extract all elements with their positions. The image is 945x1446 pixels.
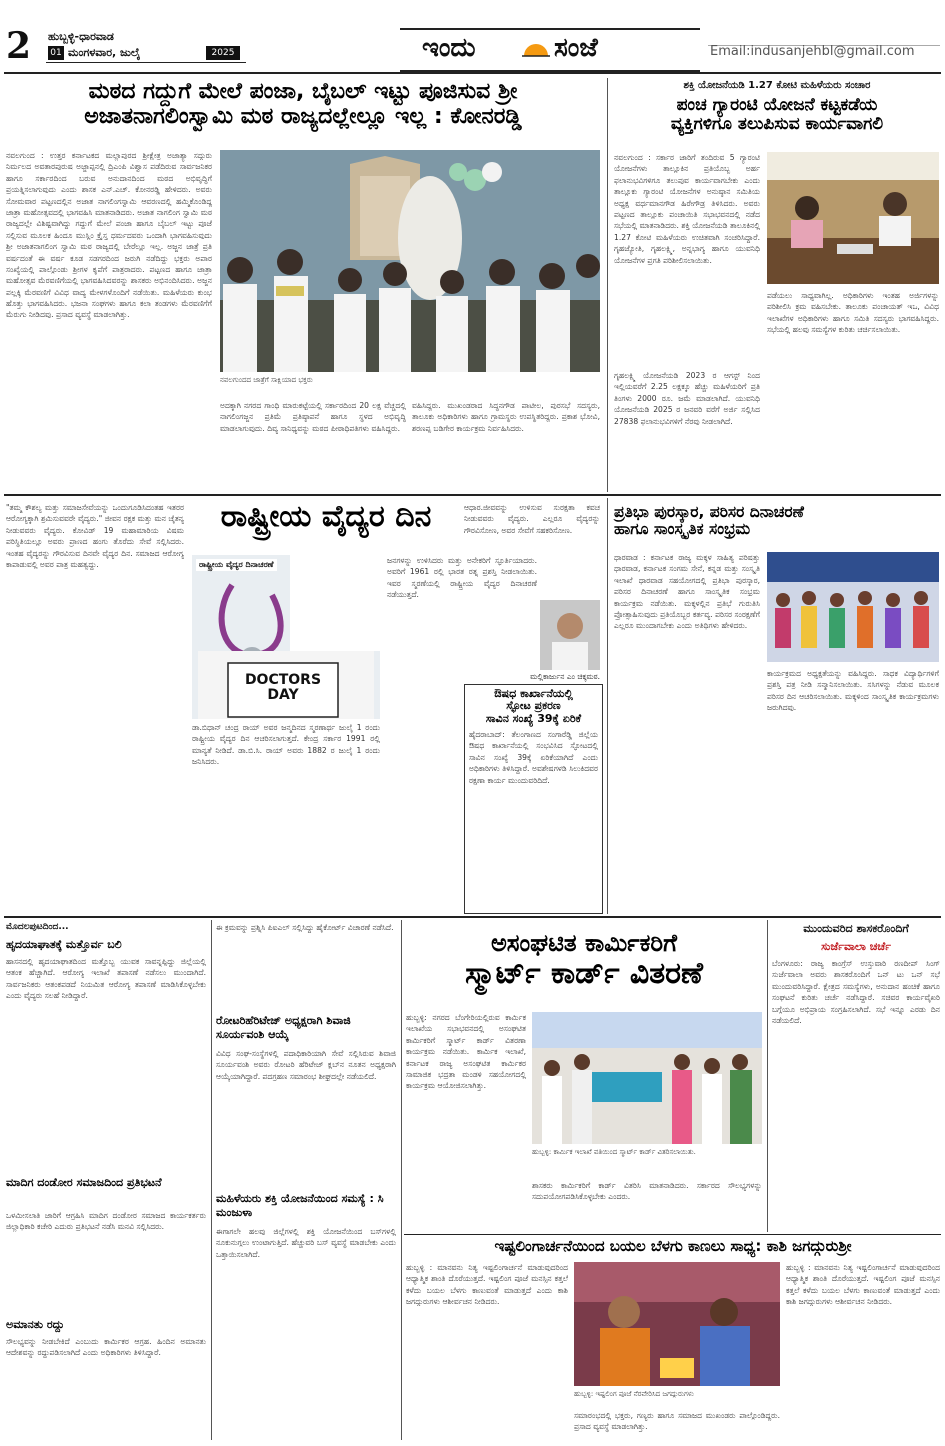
smartcard-photo (532, 1012, 762, 1144)
top-rule (4, 72, 941, 74)
edition-name: ಹುಬ್ಬಳ್ಳಿ-ಧಾರವಾಡ (48, 30, 114, 43)
ishta-body: ಹುಬ್ಬಳ್ಳಿ : ಮಾನವನು ನಿತ್ಯ ಇಷ್ಟಲಿಂಗಾರ್ಚನೆ ಮಾಡುವುದರಿಂದ ಆಧ್ಯಾತ್ಮಿಕ ಶಾಂತಿ ದೊರೆಯುತ್ತದೆ. ಇಷ್ಟಲಿಂಗ ಪೂಜೆ ಮನಸ್ಸಿನ ಕತ್ತಲೆ ಕಳೆದು ಬಯಲ ಬೆಳಗು ಕಾಣುವಂತೆ ಮಾಡುತ್ತದೆ ಎಂದು ಕಾಶಿ ಜಗದ್ಗುರುಗಳು ಆಶೀರ್ವಚನ ನೀಡಿದರು. (406, 1263, 568, 1307)
doctors-col4: ಆಧಾರ.ಜೀವವನ್ನು ಉಳಿಸುವ ಸುರಕ್ಷತಾ ಕವಚ ನೀಡುವವರು ವೈದ್ಯರು. ಎಲ್ಲರೂ ವೈದ್ಯರನ್ನು ಗೌರವಿಸೋಣ, ಅವರ ಸೇವೆಗೆ ಸಹಕರಿಸೋಣ. (464, 503, 600, 535)
logo-text-right: ಸಂಜೆ (554, 33, 598, 63)
brief3-title: ಅಮಾನತು ರದ್ದು (6, 1318, 65, 1331)
page-number: 2 (6, 25, 32, 67)
brief2-title: ಮಾದಿಗ ದಂಡೋರ ಸಮಾಜದಿಂದ ಪ್ರತಿಭಟನೆ (6, 1176, 162, 1189)
lead-col2: ಅದಕ್ಕಾಗಿ ನಗರದ ಗಾಂಧಿ ಮಾರುಕಟ್ಟೆಯಲ್ಲಿ ಸರ್ಕಾರದಿಂದ 20 ಲಕ್ಷ ವೆಚ್ಚದಲ್ಲಿ ನಾಗಲಿಂಗಜ್ಜನ ಪ್ರತಿಮೆ ಪ್ರತಿಷ್ಠಾಪನೆ ಹಾಗೂ ಸ್ಥಳದ ಅಭಿವೃದ್ಧಿ ಮಾಡಲಾಗುವುದು. ದಿವ್ಯ ಸಾನಿಧ್ಯವನ್ನು ಮಠದ ಪೀಠಾಧಿಪತಿಗಳು ವಹಿಸಿದ್ದರು. (220, 401, 406, 433)
doctors-col1: "ತಮ್ಮ ಕೌಶಲ್ಯ ಮತ್ತು ಸಮಾಜಸೇವೆಯನ್ನು ಒಂದುಗೂಡಿಸಿದಂತಹ ಇತರರ ಆರೋಗ್ಯಕ್ಕಾಗಿ ಶ್ರಮಿಸುವವರೇ ವೈದ್ಯರು." ಜೀವನ ರಕ್ಷಕ ಮತ್ತು ಮನ ಚೈತನ್ಯ ನೀಡುವವರು ವೈದ್ಯರು. ಕೋವಿಡ್ 19 ಮಹಾಮಾರಿಯ ವಿಷಮ ಪರಿಸ್ಥಿತಿಯಲ್ಲೂ ಅವರು ಪ್ರಾಣದ ಹಂಗು ತೊರೆದು ಸೇವೆ ಸಲ್ಲಿಸಿದರು. ಇಂತಹ ವೈದ್ಯರನ್ನು ಗೌರವಿಸುವ ದಿನವೇ ವೈದ್ಯರ ದಿನ. ಸಮಾಜದ ಆರೋಗ್ಯ ಕಾಪಾಡುವಲ್ಲಿ ಅವರ ಪಾತ್ರ ಮಹತ್ವದ್ದು. (6, 503, 184, 569)
rotary-body: ವಿವಿಧ ಸಂಘ-ಸಂಸ್ಥೆಗಳಲ್ಲಿ ಪದಾಧಿಕಾರಿಯಾಗಿ ಸೇವೆ ಸಲ್ಲಿಸಿರುವ ಶಿವಾಜಿ ಸೂರ್ಯವಂಶಿ ಅವರು ರೋಟರಿ ಹೆರಿಟೇಜ್ ಕ್ಲಬ್‌ನ ನೂತನ ಅಧ್ಯಕ್ಷರಾಗಿ ಆಯ್ಕೆಯಾಗಿದ್ದಾರೆ. ಪದಗ್ರಹಣ ಸಮಾರಂಭ ಶೀಘ್ರದಲ್ಲೇ ನಡೆಯಲಿದೆ. (216, 1049, 396, 1081)
brief2-body: ಒಳಮೀಸಲಾತಿ ಜಾರಿಗೆ ಆಗ್ರಹಿಸಿ ಮಾದಿಗ ದಂಡೋರ ಸಮಾಜದ ಕಾರ್ಯಕರ್ತರು ಜಿಲ್ಲಾಧಿಕಾರಿ ಕಚೇರಿ ಎದುರು ಪ್ರತಿಭಟನೆ ನಡೆಸಿ ಮನವಿ ಸಲ್ಲಿಸಿದರು. (6, 1211, 206, 1232)
ishta-photo (574, 1262, 780, 1386)
pratibha-headline: ಪ್ರತಿಭಾ ಪುರಸ್ಕಾರ, ಪರಿಸರ ದಿನಾಚರಣೆ ಹಾಗೂ ಸಾಂಸ್ಕೃತಿಕ ಸಂಭ್ರಮ (614, 503, 804, 539)
lead-headline: ಮಠದ ಗದ್ದುಗೆ ಮೇಲೆ ಪಂಜಾ, ಬೈಬಲ್ ಇಟ್ಟು ಪೂಜಿಸುವ ಶ್ರೀ ಅಜಾತನಾಗಲಿಂಸ್ವಾಮಿ ಮಠ ರಾಜ್ಯದಲ್ಲೇಲ್ಲೂ ಇಲ್ಲ : ಕೋನರಡ್ಡಿ (84, 79, 522, 129)
sun-icon (522, 38, 550, 58)
logo-text-left: ಇಂದು (422, 33, 476, 63)
ishta-col3: ಹುಬ್ಬಳ್ಳಿ : ಮಾನವನು ನಿತ್ಯ ಇಷ್ಟಲಿಂಗಾರ್ಚನೆ ಮಾಡುವುದರಿಂದ ಆಧ್ಯಾತ್ಮಿಕ ಶಾಂತಿ ದೊರೆಯುತ್ತದೆ. ಇಷ್ಟಲಿಂಗ ಪೂಜೆ ಮನಸ್ಸಿನ ಕತ್ತಲೆ ಕಳೆದು ಬಯಲ ಬೆಳಗು ಕಾಣುವಂತೆ ಮಾಡುತ್ತದೆ ಎಂದು ಕಾಶಿ ಜಗದ್ಗುರುಗಳು ಆಶೀರ್ವಚನ ನೀಡಿದರು. (786, 1263, 940, 1307)
shakti-headline: ಪಂಚ ಗ್ಯಾರಂಟಿ ಯೋಜನೆ ಕಟ್ಟಕಡೆಯ ವ್ಯಕ್ತಿಗಳಿಗೂ ತಲುಪಿಸುವ ಕಾರ್ಯವಾಗಲಿ (670, 95, 884, 135)
doctors-image-label: ರಾಷ್ಟ್ರೀಯ ವೈದ್ಯರ ದಿನಾಚರಣೆ (196, 559, 277, 571)
lead-col3: ವಹಿಸಿದ್ದರು. ಮುಖಂಡರಾದ ಸಿದ್ಧನಗೌಡ ಪಾಟೀಲ, ಪುರಸಭೆ ಸದಸ್ಯರು, ತಾಲೂಕು ಅಧಿಕಾರಿಗಳು ಹಾಗೂ ಗ್ರಾಮಸ್ಥರು ಉಪಸ್ಥಿತರಿದ್ದರು. ಪ್ರಕಾಶ ಭೋವಿ, ಶರಣಪ್ಪ ಬಡಿಗೇರ ಕಾರ್ಯಕ್ರಮ ನಿರ್ವಹಿಸಿದರು. (412, 401, 600, 433)
surjewala-body: ಬೆಂಗಳೂರು: ರಾಜ್ಯ ಕಾಂಗ್ರೆಸ್ ಉಸ್ತುವಾರಿ ರಣದೀಪ್ ಸಿಂಗ್ ಸುರ್ಜೆವಾಲಾ ಅವರು ಶಾಸಕರೊಂದಿಗೆ ಒನ್ ಟು ಒನ್ ಸಭೆ ಮುಂದುವರಿಸಿದ್ದಾರೆ. ಕ್ಷೇತ್ರದ ಸಮಸ್ಯೆಗಳು, ಅನುದಾನ ಹಂಚಿಕೆ ಹಾಗೂ ಸಂಘಟನೆ ಕುರಿತು ಚರ್ಚೆ ನಡೆಸಿದ್ದಾರೆ. ಸಚಿವರ ಕಾರ್ಯವೈಖರಿ ಬಗ್ಗೆಯೂ ಅಭಿಪ್ರಾಯ ಸಂಗ್ರಹಿಸಲಾಗಿದೆ. ಸಭೆ ಇನ್ನೂ ಎರಡು ದಿನ ನಡೆಯಲಿದೆ. (772, 959, 940, 1025)
smartcard-body2: ಶಾಸಕರು ಕಾರ್ಮಿಕರಿಗೆ ಕಾರ್ಡ್ ವಿತರಿಸಿ ಮಾತನಾಡಿದರು. ಸರ್ಕಾರದ ಸೌಲಭ್ಯಗಳನ್ನು ಸದುಪಯೋಗಪಡಿಸಿಕೊಳ್ಳಬೇಕು ಎಂದರು. (532, 1181, 762, 1202)
pratibha-body2: ಕಾರ್ಯಕ್ರಮದ ಅಧ್ಯಕ್ಷತೆಯನ್ನು ವಹಿಸಿದ್ದರು. ಸಾಧಕ ವಿದ್ಯಾರ್ಥಿಗಳಿಗೆ ಪ್ರಶಸ್ತಿ ಪತ್ರ ನೀಡಿ ಸನ್ಮಾನಿಸಲಾಯಿತು. ಸಸಿಗಳನ್ನು ನೆಡುವ ಮೂಲಕ ಪರಿಸರ ದಿನ ಆಚರಿಸಲಾಯಿತು. ಮಕ್ಕಳಿಂದ ಸಾಂಸ್ಕೃತಿಕ ಕಾರ್ಯಕ್ರಮಗಳು ಜರುಗಿದವು. (767, 669, 939, 713)
brief1-title: ಹೃದಯಾಘಾತಕ್ಕೆ ಮತ್ತೊರ್ವ ಬಲಿ (6, 938, 122, 951)
masthead-rule (46, 62, 246, 63)
doctors-illustration (192, 555, 380, 719)
brief-col2-intro: ಈ ಕ್ರಮವನ್ನು ಪ್ರಶ್ನಿಸಿ ಪಿಐಎಲ್ ಸಲ್ಲಿಸಿದ್ದು ಹೈಕೋರ್ಟ್ ವಿಚಾರಣೆ ನಡೆಸಿದೆ. (216, 923, 394, 932)
surjewala-headline: ಸುರ್ಜೆವಾಲಾ ಚರ್ಚೆ (821, 940, 891, 953)
shakti-body3: ಪಡೆಯಲು ಸಾಧ್ಯವಾಗಿಲ್ಲ. ಅಧಿಕಾರಿಗಳು ಇಂತಹ ಅರ್ಜಿಗಳನ್ನು ಪರಿಶೀಲಿಸಿ ಕ್ರಮ ವಹಿಸಬೇಕು. ತಾಲೂಕು ಪಂಚಾಯತ್ ಇಒ, ವಿವಿಧ ಇಲಾಖೆಗಳ ಅಧಿಕಾರಿಗಳು ಹಾಗೂ ಸಮಿತಿ ಸದಸ್ಯರು ಭಾಗವಹಿಸಿದ್ದರು. ಸಭೆಯಲ್ಲಿ ಹಲವು ಸಮಸ್ಯೆಗಳ ಕುರಿತು ಚರ್ಚಿಸಲಾಯಿತು. (767, 291, 939, 335)
briefs-section-label: ಮೊದಲಪುಟದಿಂದ... (6, 922, 69, 932)
doctors-col2: ಡಾ.ಬಿಧಾನ್ ಚಂದ್ರ ರಾಯ್ ಅವರ ಜನ್ಮದಿನದ ಸ್ಮರಣಾರ್ಥ ಜುಲೈ 1 ರಂದು ರಾಷ್ಟ್ರೀಯ ವೈದ್ಯರ ದಿನ ಆಚರಿಸಲಾಗುತ್ತದೆ. ಕೇಂದ್ರ ಸರ್ಕಾರ 1991 ರಲ್ಲಿ ಮಾನ್ಯತೆ ನೀಡಿದೆ. ಡಾ.ಬಿ.ಸಿ. ರಾಯ್ ಅವರು 1882 ರ ಜುಲೈ 1 ರಂದು ಜನಿಸಿದರು. (192, 723, 380, 767)
brief1-body: ಹಾಸನದಲ್ಲಿ ಹೃದಯಾಘಾತದಿಂದ ಮತ್ತೊಬ್ಬ ಯುವಕ ಸಾವನ್ನಪ್ಪಿದ್ದು ಜಿಲ್ಲೆಯಲ್ಲಿ ಆತಂಕ ಹೆಚ್ಚಾಗಿದೆ. ಆರೋಗ್ಯ ಇಲಾಖೆ ತಪಾಸಣೆ ನಡೆಸಲು ಮುಂದಾಗಿದೆ. ಸಾರ್ವಜನಿಕರು ಆತಂಕಪಡದೆ ನಿಯಮಿತ ಆರೋಗ್ಯ ತಪಾಸಣೆ ಮಾಡಿಸಿಕೊಳ್ಳಬೇಕು ಎಂದು ವೈದ್ಯರು ಸಲಹೆ ನೀಡಿದ್ದಾರೆ. (6, 957, 206, 1001)
rotary-title: ರೋಟರಿಹೆರಿಟೇಜ್ ಅಧ್ಯಕ್ಷರಾಗಿ ಶಿವಾಜಿ ಸೂರ್ಯವಂಶಿ ಆಯ್ಕೆ (216, 1014, 351, 1041)
ishta-body2: ಸಮಾರಂಭದಲ್ಲಿ ಭಕ್ತರು, ಗಣ್ಯರು ಹಾಗೂ ಸಮಾಜದ ಮುಖಂಡರು ಪಾಲ್ಗೊಂಡಿದ್ದರು. ಪ್ರಸಾದ ವ್ಯವಸ್ಥೆ ಮಾಡಲಾಗಿತ್ತು. (574, 1411, 780, 1432)
doctors-col3: ಜನಗಳನ್ನು ಉಳಿಸಿದರು ಮತ್ತು ಅನೇಕರಿಗೆ ಸ್ಫೂರ್ತಿಯಾದರು. ಅವರಿಗೆ 1961 ರಲ್ಲಿ ಭಾರತ ರತ್ನ ಪ್ರಶಸ್ತಿ ನೀಡಲಾಯಿತು. ಇವರ ಸ್ಮರಣೆಯಲ್ಲಿ ರಾಷ್ಟ್ರೀಯ ವೈದ್ಯರ ದಿನಾಚರಣೆ ನಡೆಯುತ್ತದೆ. (387, 556, 537, 600)
pratibha-body1: ಧಾರವಾಡ : ಕರ್ನಾಟಕ ರಾಜ್ಯ ಮಕ್ಕಳ ಸಾಹಿತ್ಯ ಪರಿಷತ್ತು ಧಾರವಾಡ, ಕರ್ನಾಟಕ ಸಂಗಮ ಸೇನೆ, ಕನ್ನಡ ಮತ್ತು ಸಂಸ್ಕೃತಿ ಇಲಾಖೆ ಧಾರವಾಡ ಸಹಯೋಗದಲ್ಲಿ ಪ್ರತಿಭಾ ಪುರಸ್ಕಾರ, ಪರಿಸರ ದಿನಾಚರಣೆ ಹಾಗೂ ಸಾಂಸ್ಕೃತಿಕ ಸಂಭ್ರಮ ಕಾರ್ಯಕ್ರಮ ನಡೆಯಿತು. ಮಕ್ಕಳಲ್ಲಿನ ಪ್ರತಿಭೆ ಗುರುತಿಸಿ ಪ್ರೋತ್ಸಾಹಿಸುವುದು ಪ್ರತಿಯೊಬ್ಬರ ಕರ್ತವ್ಯ. ಪರಿಸರ ಸಂರಕ್ಷಣೆಗೆ ಎಲ್ಲರೂ ಮುಂದಾಗಬೇಕು ಎಂದು ಅತಿಥಿಗಳು ಹೇಳಿದರು. (614, 553, 760, 631)
smartcard-caption: ಹುಬ್ಬಳ್ಳಿ: ಕಾರ್ಮಿಕ ಇಲಾಖೆ ವತಿಯಿಂದ ಸ್ಮಾರ್ಟ್ ಕಾರ್ಡ್ ವಿತರಿಸಲಾಯಿತು. (532, 1148, 696, 1156)
issue-date: ಮಂಗಳವಾರ, ಜುಲೈ (68, 46, 141, 59)
brief3-body: ಸೌಲಭ್ಯವನ್ನು ನೀಡಬೇಕಿದೆ ಎಂಬುದು ಕಾರ್ಮಿಕರ ಆಗ್ರಹ. ಹಿಂದಿನ ಅಮಾನತು ಆದೇಶವನ್ನು ರದ್ದುಪಡಿಸಲಾಗಿದೆ ಎಂದು ಅಧಿಕಾರಿಗಳು ತಿಳಿಸಿದ್ದಾರೆ. (6, 1337, 206, 1358)
shakti-body1: ನವಲಗುಂದ : ಸರ್ಕಾರ ಜಾರಿಗೆ ತಂದಿರುವ 5 ಗ್ಯಾರಂಟಿ ಯೋಜನೆಗಳು ತಾಲ್ಲೂಕಿನ ಪ್ರತಿಯೊಬ್ಬ ಅರ್ಹ ಫಲಾನುಭವಿಗಳಿಗೂ ತಲುಪುವ ಕಾರ್ಯವಾಗಬೇಕು ಎಂದು ತಾಲ್ಲೂಕು ಗ್ಯಾರಂಟಿ ಯೋಜನೆಗಳ ಅನುಷ್ಠಾನ ಸಮಿತಿಯ ಅಧ್ಯಕ್ಷ ವರ್ಧಮಾನಗೌಡ ಹಿರೇಗೌಡ್ರ ತಿಳಿಸಿದರು. ಅವರು ಪಟ್ಟಣದ ತಾಲ್ಲೂಕು ಪಂಚಾಯಿತಿ ಸಭಾಭವನದಲ್ಲಿ ನಡೆದ ಸಭೆಯಲ್ಲಿ ಮಾತನಾಡಿದರು. ಶಕ್ತಿ ಯೋಜನೆಯಡಿ ತಾಲೂಕಿನಲ್ಲಿ 1.27 ಕೋಟಿ ಮಹಿಳೆಯರು ಉಚಿತವಾಗಿ ಸಂಚರಿಸಿದ್ದಾರೆ. ಗೃಹಜ್ಯೋತಿ, ಗೃಹಲಕ್ಷ್ಮಿ, ಅನ್ನಭಾಗ್ಯ ಹಾಗೂ ಯುವನಿಧಿ ಯೋಜನೆಗಳ ಪ್ರಗತಿ ಪರಿಶೀಲಿಸಲಾಯಿತು. (614, 153, 760, 265)
smartcard-body: ಹುಬ್ಬಳ್ಳಿ: ನಗರದ ಬೆಂಗೇರಿಯಲ್ಲಿರುವ ಕಾರ್ಮಿಕ ಇಲಾಖೆಯ ಸಭಾಭವನದಲ್ಲಿ ಅಸಂಘಟಿತ ಕಾರ್ಮಿಕರಿಗೆ ಸ್ಮಾರ್ಟ್ ಕಾರ್ಡ್ ವಿತರಣಾ ಕಾರ್ಯಕ್ರಮ ನಡೆಯಿತು. ಕಾರ್ಮಿಕ ಇಲಾಖೆ, ಕರ್ನಾಟಕ ರಾಜ್ಯ ಅಸಂಘಟಿತ ಕಾರ್ಮಿಕರ ಸಾಮಾಜಿಕ ಭದ್ರತಾ ಮಂಡಳಿ ಸಹಯೋಗದಲ್ಲಿ ಕಾರ್ಯಕ್ರಮ ಆಯೋಜಿಸಲಾಗಿತ್ತು. (406, 1013, 526, 1091)
doctors-byline: ಮಲ್ಲಿಕಾರ್ಜುನ ಎಂ ಚಿಕ್ಕಮಠ. (530, 672, 600, 681)
doctors-sign-text: DOCTORS DAY (244, 672, 322, 704)
pratibha-photo (767, 552, 939, 662)
logo-box (400, 28, 700, 72)
ishta-headline: ಇಷ್ಟಲಿಂಗಾರ್ಚನೆಯಿಂದ ಬಯಲ ಬೆಳಗು ಕಾಣಲು ಸಾಧ್ಯ: ಕಾಶಿ ಜಗದ್ಗುರುಶ್ರೀ (494, 1237, 852, 1255)
doctors-headline: ರಾಷ್ಟ್ರೀಯ ವೈದ್ಯರ ದಿನ (220, 499, 432, 534)
shakti-body2: ಗೃಹಲಕ್ಷ್ಮಿ ಯೋಜನೆಯಡಿ 2023 ರ ಆಗಸ್ಟ್ ನಿಂದ ಇಲ್ಲಿಯವರೆಗೆ 2.25 ಲಕ್ಷಕ್ಕೂ ಹೆಚ್ಚು ಮಹಿಳೆಯರಿಗೆ ಪ್ರತಿ ತಿಂಗಳು 2000 ರೂ. ಜಮೆ ಮಾಡಲಾಗಿದೆ. ಯುವನಿಧಿ ಯೋಜನೆಯಡಿ 2025 ರ ಜನವರಿ ವರೆಗೆ ಅರ್ಜಿ ಸಲ್ಲಿಸಿದ 27838 ಫಲಾನುಭವಿಗಳಿಗೆ ನೆರವು ನೀಡಲಾಗಿದೆ. (614, 371, 760, 426)
shakti-kicker: ಶಕ್ತಿ ಯೋಜನೆಯಡಿ 1.27 ಕೋಟಿ ಮಹಿಳೆಯರು ಸಂಚಾರ (683, 80, 871, 91)
issue-year: 2025 (206, 46, 240, 60)
shakti-photo (767, 152, 939, 284)
contact-email: Email:indusanjehbl@gmail.com (710, 44, 915, 59)
factory-box: ಔಷಧ ಕಾರ್ಖಾನೆಯಲ್ಲಿ ಸ್ಫೋಟ ಪ್ರಕರಣ ಸಾವಿನ ಸಂಖ್ಯೆ 39ಕ್ಕೆ ಏರಿಕೆ ಹೈದರಾಬಾದ್: ತೆಲಂಗಾಣದ ಸಂಗಾರೆಡ್ಡಿ ಜಿಲ್ಲೆಯ ಔಷಧ ಕಾರ್ಖಾನೆಯಲ್ಲಿ ಸಂಭವಿಸಿದ ಸ್ಫೋಟದಲ್ಲಿ ಸಾವಿನ ಸಂಖ್ಯೆ 39ಕ್ಕೆ ಏರಿಕೆಯಾಗಿದೆ ಎಂದು ಅಧಿಕಾರಿಗಳು ತಿಳಿಸಿದ್ದಾರೆ. ಅವಶೇಷಗಳಡಿ ಸಿಲುಕಿದವರ ರಕ್ಷಣಾ ಕಾರ್ಯ ಮುಂದುವರಿದಿದೆ. (464, 684, 603, 914)
lead-body: ನವಲಗುಂದ : ಉತ್ತರ ಕರ್ನಾಟಕದ ಮಲ್ಲಾಪುರದ ಶ್ರೀಕ್ಷೇತ್ರ ಅಜಾತ್ಯಾ ಸದ್ಗುರು ನಿರ್ಮಲದ ಅವತಾರಪುರುಷ ಅಜ್ಜಾಪ್ಪನಲ್ಲಿ ದ್ರಿಎಂಪಿ ವಿಶ್ವಾಸ ಪಡೆದಿರುವ ಸಾರ್ವಜನಿಕರ ಹಾಗೂ ಸರ್ಕಾರದಿಂದ ಬರುವ ಅನುದಾನದಿಂದ ಮಠದ ಅಭಿವೃದ್ಧಿಗೆ ಪ್ರಯತ್ನಿಸಲಾಗುವುದು ಎಂದು ಶಾಸಕ ಎನ್.ಎಚ್. ಕೋನರಡ್ಡಿ ಹೇಳಿದರು. ಅವರು ಸೋಮವಾರ ಪಟ್ಟಣದಲ್ಲಿನ ಅಜಾತ ನಾಗಲಿಂಗಸ್ವಾಮಿ ಆವರಣದಲ್ಲಿ ಹಮ್ಮಿಕೊಂಡಿದ್ದ ಜಾತ್ರಾ ಮಹೋತ್ಸವದಲ್ಲಿ ಭಾಗವಹಿಸಿ ಮಾತನಾಡಿದರು. ಅಜಾತ ನಾಗಲಿಂಗ ಸ್ವಾಮಿ ಮಠ ರಾಜ್ಯದಲ್ಲೇ ವಿಶಿಷ್ಟವಾಗಿದ್ದು ಗದ್ದುಗೆ ಮೇಲೆ ಪಂಜಾ ಹಾಗೂ ಬೈಬಲ್ ಇಟ್ಟು ಪೂಜೆ ಸಲ್ಲಿಸುವ ಮೂಲಕ ಹಿಂದೂ ಮುಸ್ಲಿಂ ಕ್ರೈಸ್ತ ಧರ್ಮದವರು ಒಂದಾಗಿ ಭಾಗವಹಿಸುವುದು ಶ್ರೀ ಅಜಾತನಾಗಲಿಂಗ ಸ್ವಾಮಿ ಮಠ ರಾಜ್ಯದಲ್ಲಿ ಬೇರೆಲ್ಲೂ ಇಲ್ಲ. ಅಜ್ಜನ ಜಾತ್ರೆ ಪ್ರತಿ ವರ್ಷದಂತೆ ಈ ವರ್ಷ ಕೂಡ ಸಡಗರದಿಂದ ಜರುಗಿ ನಡೆದಿದ್ದು ಭಕ್ತರು ಅಪಾರ ಸಂಖ್ಯೆಯಲ್ಲಿ ಪಾಲ್ಗೊಂಡು ಶ್ರೀಗಳ ಕೃಪೆಗೆ ಪಾತ್ರರಾದರು. ಪಟ್ಟಣದ ಹಾಗೂ ಜಾತ್ರಾ ಮಹೋತ್ಸವ ಮೆರವಣಿಗೆಯಲ್ಲಿ ಭಾಗವಹಿಸಿದವರನ್ನು ಶಾಸಕರು ಅಭಿನಂದಿಸಿದರು. ಅಜ್ಜನ ಪಲ್ಲಕ್ಕಿ ಮೆರವಣಿಗೆ ವಿವಿಧ ವಾದ್ಯ ಮೇಳಗಳೊಂದಿಗೆ ನಡೆಯಿತು. ಮಹಿಳೆಯರು ಕುಂಭ ಹೊತ್ತು ಭಾಗವಹಿಸಿದರು. ಭಜನಾ ಸಂಘಗಳು ಹಾಗೂ ಕಲಾ ತಂಡಗಳು ಮೆರವಣಿಗೆಗೆ ಮೆರುಗು ನೀಡಿದವು. ಪ್ರಸಾದ ವ್ಯವಸ್ಥೆ ಮಾಡಲಾಗಿತ್ತು. (6, 151, 212, 320)
surjewala-kicker: ಮುಂದುವರಿದ ಶಾಸಕರೊಂದಿಗೆ (803, 922, 909, 935)
lead-photo-caption: ನವಲಗುಂದದ ಜಾತ್ರೆಗೆ ಸಾಕ್ಷಿಯಾದ ಭಕ್ತರು (220, 376, 313, 384)
ishta-caption: ಹುಬ್ಬಳ್ಳಿ: ಇಷ್ಟಲಿಂಗ ಪೂಜೆ ನೆರವೇರಿಸಿದ ಜಗದ್ಗುರುಗಳು (574, 1390, 694, 1398)
lead-photo (220, 150, 600, 372)
issue-day: 01 (48, 46, 64, 60)
manjula-body: ಈಗಾಗಲೇ ಹಲವು ಜಿಲ್ಲೆಗಳಲ್ಲಿ ಶಕ್ತಿ ಯೋಜನೆಯಿಂದ ಬಸ್‌ಗಳಲ್ಲಿ ನೂಕುನುಗ್ಗಲು ಉಂಟಾಗುತ್ತಿದೆ. ಹೆಚ್ಚುವರಿ ಬಸ್ ವ್ಯವಸ್ಥೆ ಮಾಡಬೇಕು ಎಂದು ಒತ್ತಾಯಿಸಲಾಗಿದೆ. (216, 1227, 396, 1259)
manjula-title: ಮಹಿಳೆಯರು ಶಕ್ತಿ ಯೋಜನೆಯಿಂದ ಸಮಸ್ಯೆ : ಸಿ ಮಂಜುಳಾ (216, 1192, 384, 1219)
author-photo (540, 600, 600, 670)
smartcard-headline: ಅಸಂಘಟಿತ ಕಾರ್ಮಿಕರಿಗೆ ಸ್ಮಾರ್ಟ್ ಕಾರ್ಡ್ ವಿತರಣೆ (465, 929, 703, 991)
